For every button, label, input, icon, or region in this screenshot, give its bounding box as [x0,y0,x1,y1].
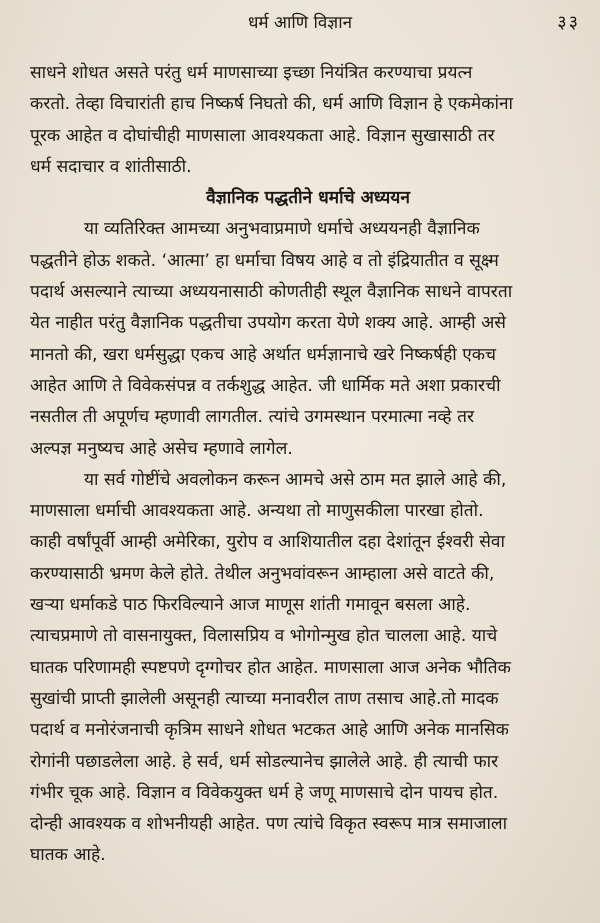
text-line: काही वर्षांपूर्वी आम्ही अमेरिका, युरोप व आशियातील दहा देशांतून ईश्वरी सेवा [30,532,506,553]
text-line: खऱ्या धर्माकडे पाठ फिरविल्याने आज माणूस शांती गमावून बसला आहे. [30,595,471,616]
text-line: पूरक आहेत व दोघांचीही माणसाला आवश्यकता आहे. विज्ञान सुखासाठी तर [30,125,495,146]
text-line: सुखांची प्राप्ती झालेली असूनही त्याच्या मनावरील ताण तसाच आहे.तो मादक [30,688,499,709]
text-line: करण्यासाठी भ्रमण केले होते. तेथील अनुभवांवरून आम्हाला असे वाटते की, [30,563,495,584]
text-line: दोन्ही आवश्यक व शोभनीयही आहेत. पण त्यांचे विकृत स्वरूप मात्र समाजाला [30,814,508,835]
text-line: मानतो की, खरा धर्मसुद्धा एकच आहे अर्थात धर्मज्ञानाचे खरे निष्कर्षही एकच [30,344,497,365]
text-line: धर्म सदाचार व शांतीसाठी. [30,156,192,177]
page-number: ३३ [557,12,580,33]
running-head [0,10,600,40]
page-title: धर्म आणि विज्ञान [247,13,353,33]
text-line: नसतील ती अपूर्णच म्हणावी लागतील. त्यांचे उगमस्थान परमात्मा नव्हे तर [30,407,475,428]
text-line: आहेत आणि ते विवेकसंपन्न व तर्कशुद्ध आहेत. जी धार्मिक मते अशा प्रकारची [30,375,501,396]
text-line: गंभीर चूक आहे. विज्ञान व विवेकयुक्त धर्म हे जणू माणसाचे दोन पायच होत. [30,782,499,803]
text-line: अल्पज्ञ मनुष्यच आहे असेच म्हणावे लागेल. [30,438,293,459]
text-line: घातक परिणामही स्पष्टपणे दृग्गोचर होत आहेत. माणसाला आज अनेक भौतिक [30,657,511,678]
text-line: त्याचप्रमाणे तो वासनायुक्त, विलासप्रिय व भोगोन्मुख होत चालला आहे. याचे [30,626,498,647]
paragraph-first-line: या व्यतिरिक्त आमच्या अनुभवाप्रमाणे धर्माचे अध्ययनही वैज्ञानिक [84,219,480,240]
text-line: रोगांनी पछाडलेला आहे. हे सर्व, धर्म सोडल्यानेच झालेले आहे. ही त्याची फार [30,751,499,772]
text-line: घातक आहे. [30,845,106,866]
paragraph-first-line: या सर्व गोष्टींचे अवलोकन करून आमचे असे ठाम मत झाले आहे की, [84,469,507,490]
text-line: साधने शोधत असते परंतु धर्म माणसाच्या इच्छा नियंत्रित करण्याचा प्रयत्न [30,63,473,83]
body-text [30,58,586,872]
text-line: करतो. तेव्हा विचारांती हाच निष्कर्ष निघतो की, धर्म आणि विज्ञान हे एकमेकांना [30,94,514,115]
text-line: माणसाला धर्माची आवश्यकता आहे. अन्यथा तो माणुसकीला पारखा होतो. [30,501,484,522]
text-line: पदार्थ असल्याने त्याच्या अध्ययनासाठी कोणतीही स्थूल वैज्ञानिक साधने वापरता [30,282,513,303]
text-line: पद्धतीने होऊ शकते. ‘आत्मा’ हा धर्माचा विषय आहे व तो इंद्रियातीत व सूक्ष्म [30,250,499,271]
text-line: येत नाहीत परंतु वैज्ञानिक पद्धतीचा उपयोग करता येणे शक्य आहे. आम्ही असे [30,313,506,334]
section-heading: वैज्ञानिक पद्धतीने धर्माचे अध्ययन [206,188,410,209]
text-line: पदार्थ व मनोरंजनाची कृत्रिम साधने शोधत भटकत आहे आणि अनेक मानसिक [30,720,509,741]
